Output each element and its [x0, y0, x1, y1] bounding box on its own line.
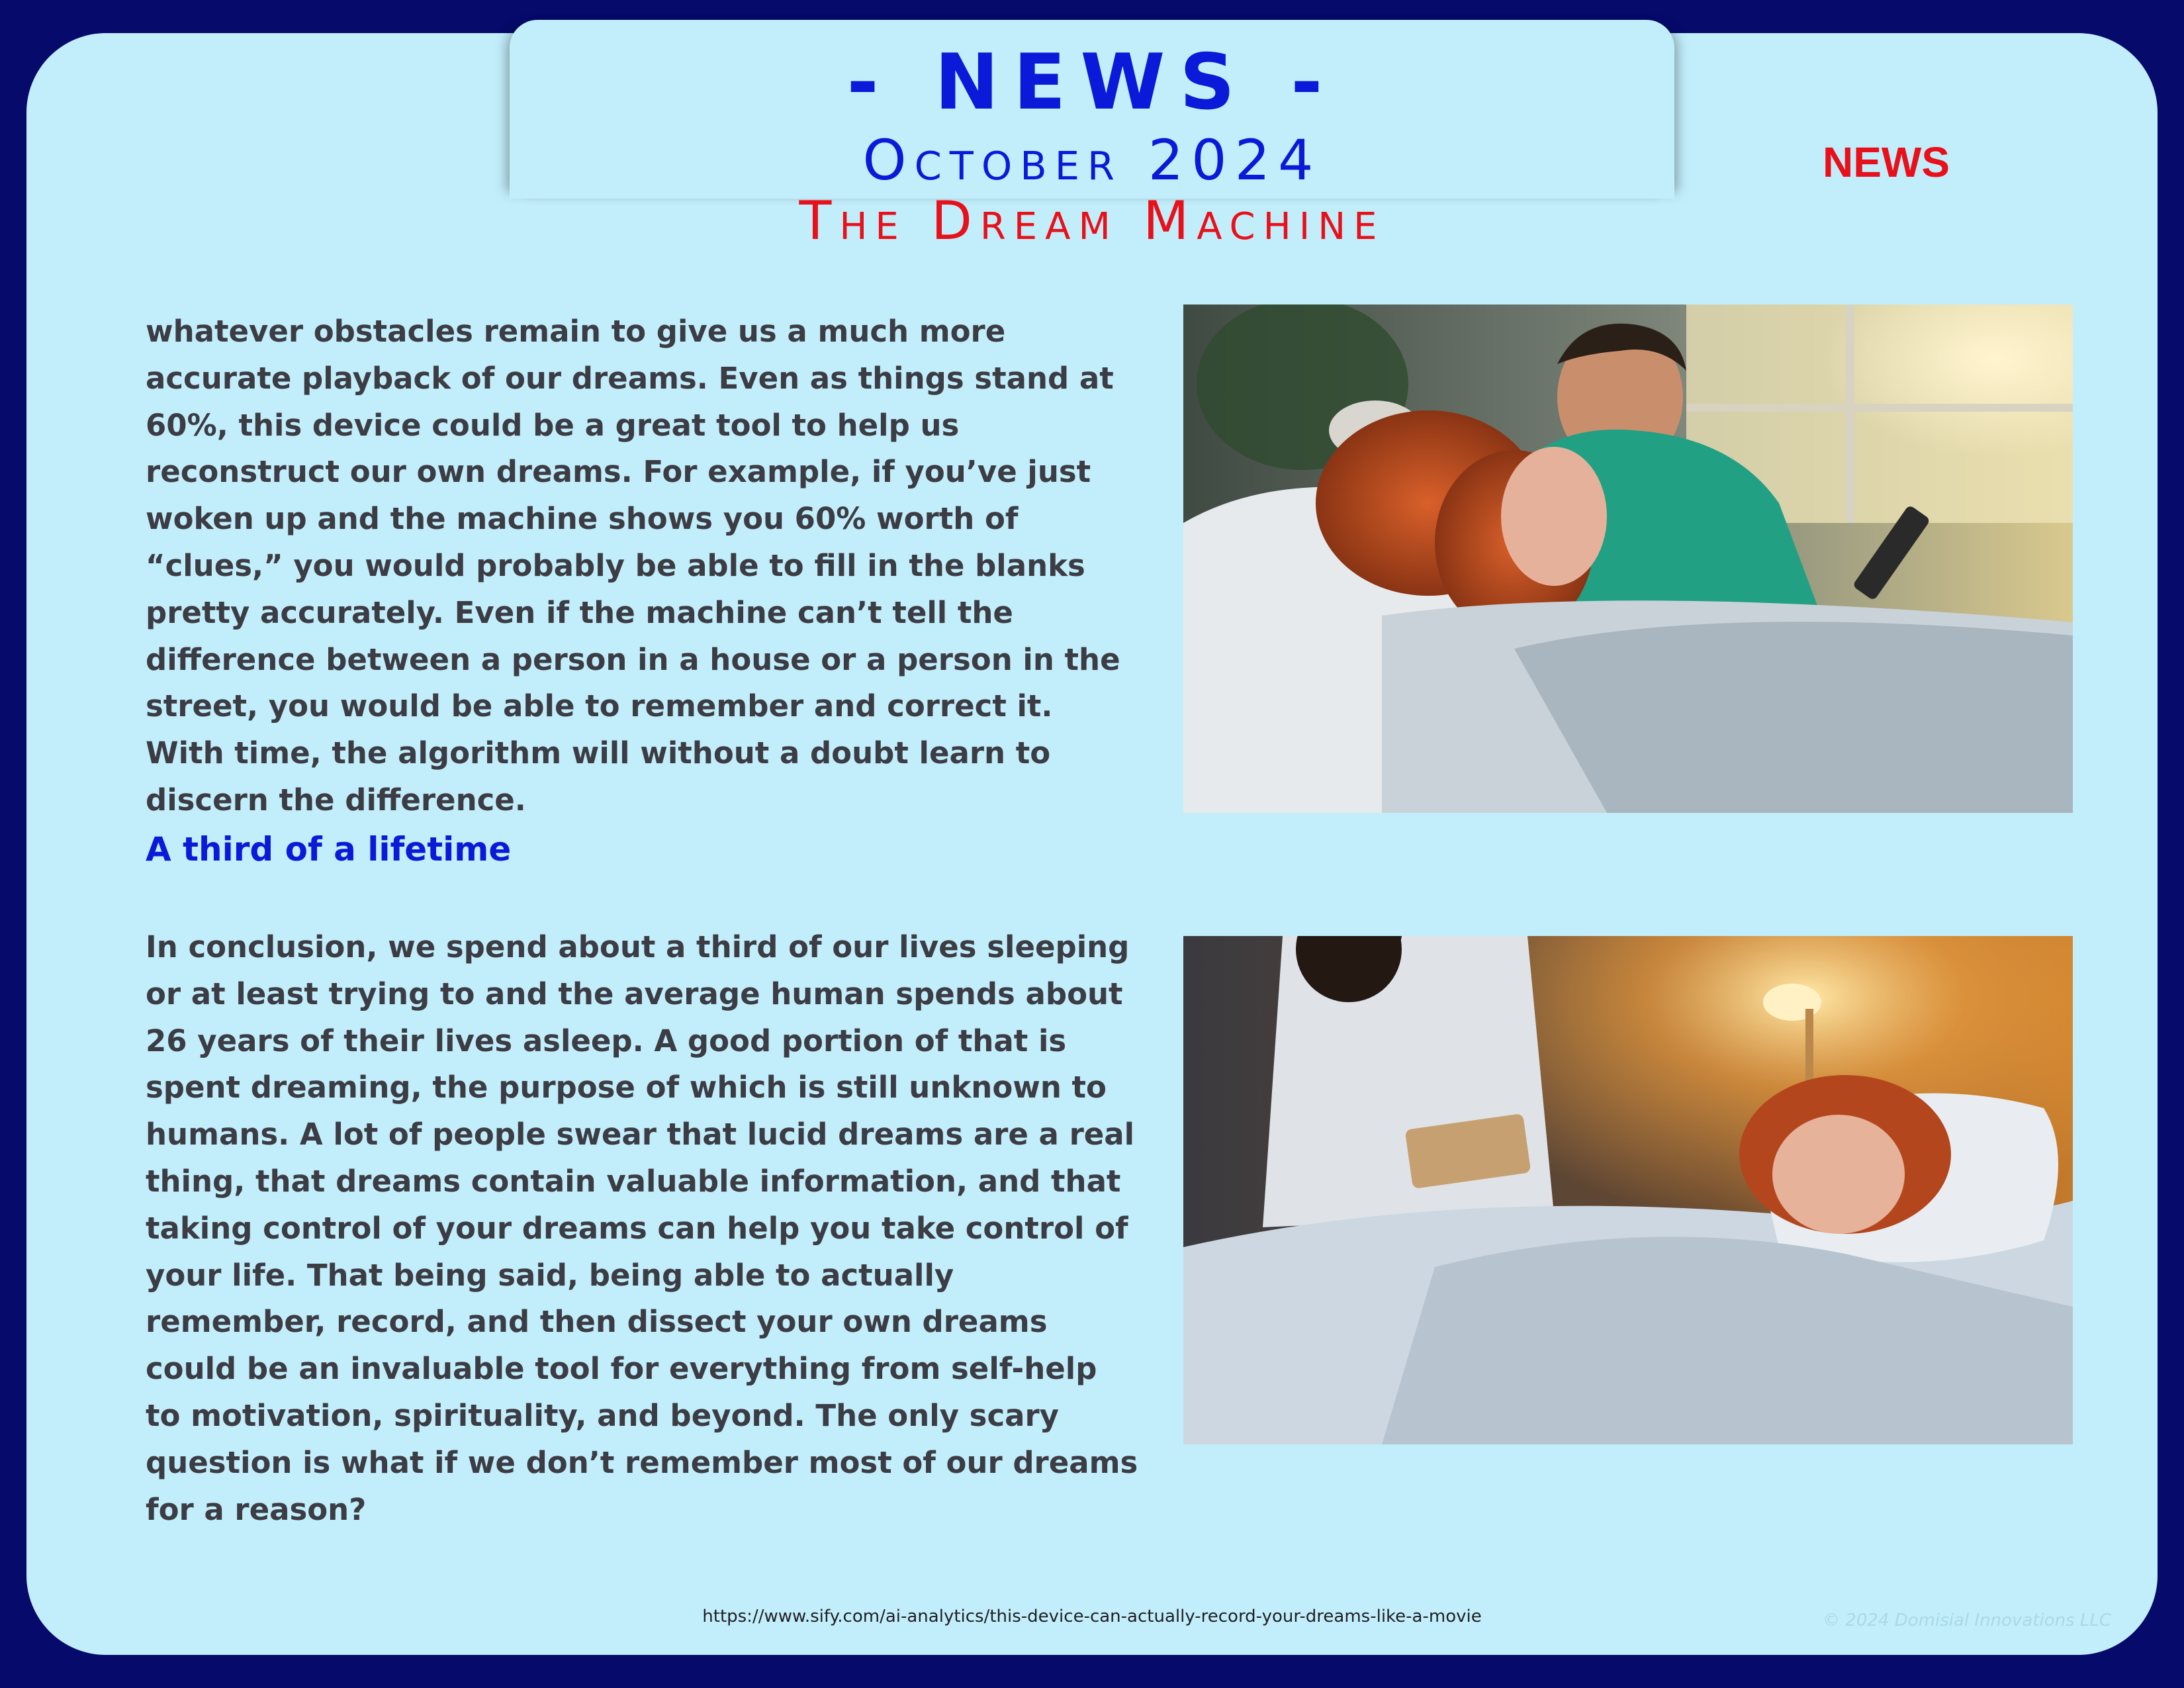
issue-date: October 2024	[862, 128, 1322, 193]
newsletter-title: - NEWS -	[846, 38, 1338, 127]
article-title: The Dream Machine	[799, 190, 1385, 252]
copyright-notice: © 2024 Domisial Innovations LLC	[1823, 1611, 2111, 1630]
article-paragraph-2: In conclusion, we spend about a third of our lives sleeping or at least trying to and the average human spends about 26 years of their lives asleep. A good portion of that is spent dreaming, the purpose of which is still unknown to humans. A lot of people swear that lucid dreams are a real thing, that dreams contain valuable information, and that taking control of your dreams can help you take control of your life. That being said, being able to actually remember, record, and then dissect your own dreams could be an invaluable tool for everything from self-help to motivation, spirituality, and beyond. The only scary question is what if we don’t remember most of our dreams for a reason?	[146, 929, 1138, 1527]
news-badge: NEWS	[1823, 138, 1950, 186]
article-paragraph-1: whatever obstacles remain to give us a much more accurate playback of our dreams. Even as things stand at 60%, this device could be a great tool to help us reconstruct our own dreams. For example, if you’ve just woken up and the machine shows you 60% worth of “clues,” you would probably be able to fill in the blanks pretty accurately. Even if the machine can’t tell the difference between a person in a house or a person in the street, you would be able to remember and correct it. With time, the algorithm will without a doubt learn to discern the difference.	[146, 314, 1120, 818]
section-heading: A third of a lifetime	[146, 830, 512, 868]
photo-nurse-with-sleeping-woman	[1183, 305, 2073, 813]
photo-doctor-with-sleeping-woman	[1183, 936, 2073, 1444]
source-url: https://www.sify.com/ai-analytics/this-device-can-actually-record-your-dreams-like-a-movie	[702, 1607, 1482, 1626]
